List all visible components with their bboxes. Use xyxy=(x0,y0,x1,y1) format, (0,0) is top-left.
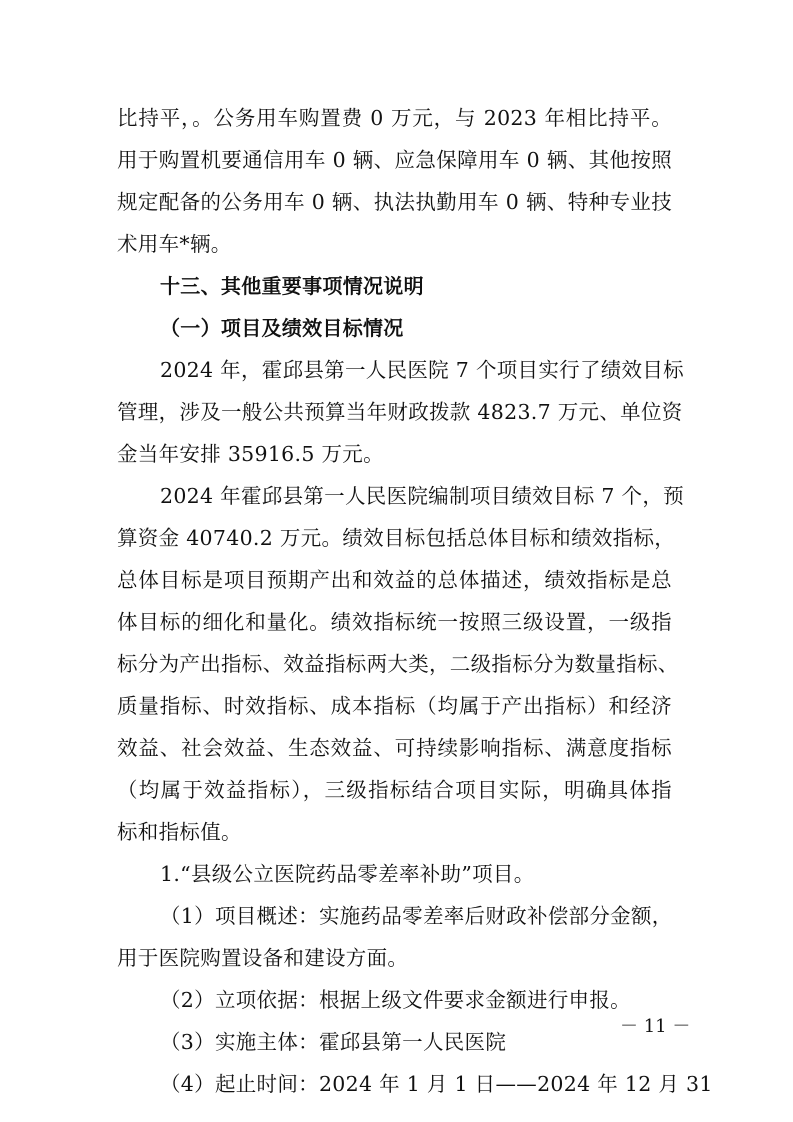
paragraph-line: 体目标的细化和量化。绩效指标统一按照三级设置，一级指 xyxy=(117,610,672,634)
paragraph-line: （2）立项依据：根据上级文件要求金额进行申报。 xyxy=(160,988,631,1012)
paragraph-line: 管理，涉及一般公共预算当年财政拨款 4823.7 万元、单位资 xyxy=(117,400,683,424)
section-heading: 十三、其他重要事项情况说明 xyxy=(160,274,424,298)
paragraph-line: （均属于效益指标），三级指标结合项目实际，明确具体指 xyxy=(117,778,672,802)
paragraph-line: 用于医院购置设备和建设方面。 xyxy=(117,946,409,970)
paragraph-line: 效益、社会效益、生态效益、可持续影响指标、满意度指标 xyxy=(117,736,672,760)
paragraph-line: 规定配备的公务用车 0 辆、执法执勤用车 0 辆、特种专业技 xyxy=(117,190,672,214)
paragraph-line: 用于购置机要通信用车 0 辆、应急保障用车 0 辆、其他按照 xyxy=(117,148,672,172)
paragraph-line: 算资金 40740.2 万元。绩效目标包括总体目标和绩效指标， xyxy=(117,526,676,550)
paragraph-line: 金当年安排 35916.5 万元。 xyxy=(117,442,384,466)
paragraph-line: 质量指标、时效指标、成本指标（均属于产出指标）和经济 xyxy=(117,694,672,718)
paragraph-line: 比持平，。公务用车购置费 0 万元，与 2023 年相比持平。 xyxy=(117,106,672,130)
paragraph-line: 2024 年霍邱县第一人民医院编制项目绩效目标 7 个，预 xyxy=(160,484,684,508)
subsection-heading: （一）项目及绩效目标情况 xyxy=(160,316,404,340)
paragraph-line: 术用车*辆。 xyxy=(117,232,232,256)
paragraph-line: （1）项目概述：实施药品零差率后财政补偿部分金额， xyxy=(160,904,673,928)
paragraph-line: （4）起止时间：2024 年 1 月 1 日——2024 年 12 月 31 xyxy=(160,1072,713,1096)
paragraph-line: 2024 年，霍邱县第一人民医院 7 个项目实行了绩效目标 xyxy=(160,358,684,382)
page-number: － 11 － xyxy=(620,1016,691,1037)
paragraph-line: （3）实施主体：霍邱县第一人民医院 xyxy=(160,1030,507,1054)
item-heading: 1.“县级公立医院药品零差率补助”项目。 xyxy=(160,862,535,886)
paragraph-line: 总体目标是项目预期产出和效益的总体描述，绩效指标是总 xyxy=(117,568,672,592)
paragraph-line: 标和指标值。 xyxy=(117,820,242,844)
paragraph-line: 标分为产出指标、效益指标两大类，二级指标分为数量指标、 xyxy=(117,652,679,676)
